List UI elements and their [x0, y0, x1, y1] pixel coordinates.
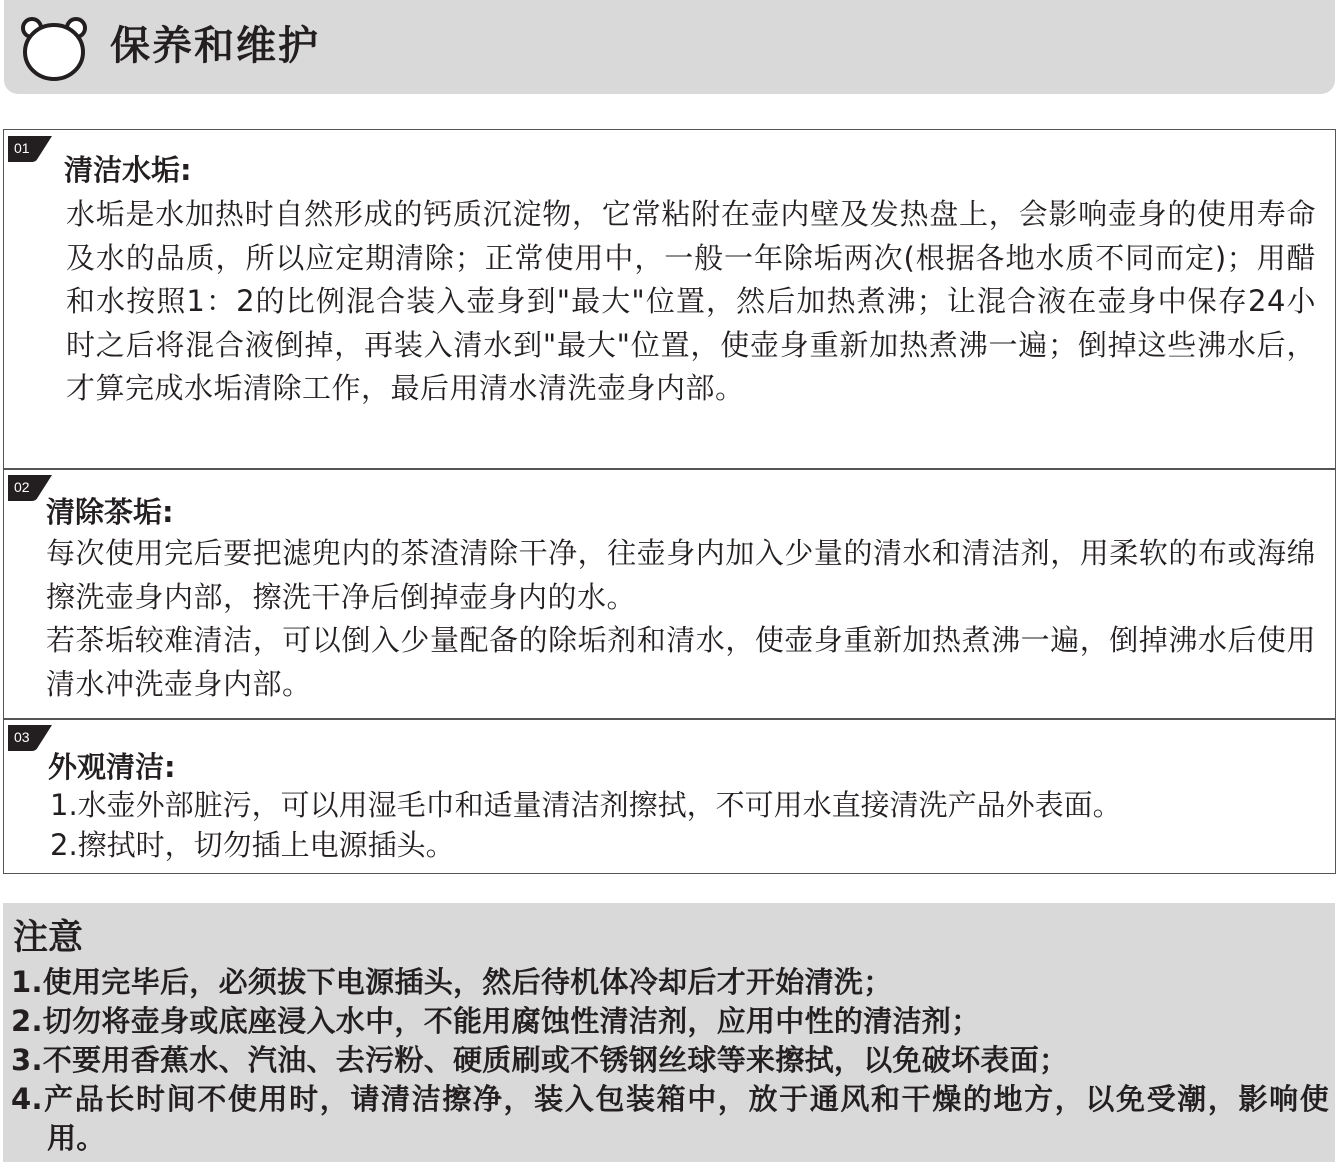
- section-paragraph: 1.水壶外部脏污，可以用湿毛巾和适量清洁剂擦拭，不可用水直接清洗产品外表面。: [50, 788, 1122, 822]
- section-heading: 清洁水垢:: [64, 153, 192, 187]
- bear-face-icon: [20, 14, 88, 82]
- section-number-badge: 01: [8, 136, 52, 164]
- notice-item: 2.切勿将壶身或底座浸入水中，不能用腐蚀性清洁剂，应用中性的清洁剂；: [11, 1004, 981, 1038]
- notice-item: 1.使用完毕后，必须拔下电源插头，然后待机体冷却后才开始清洗；: [11, 965, 893, 999]
- section-number-badge: 03: [8, 725, 52, 753]
- section-body: [46, 532, 1316, 706]
- section-body: [50, 785, 1320, 865]
- section-paragraph: 水垢是水加热时自然形成的钙质沉淀物，它常粘附在壶内壁及发热盘上，会影响壶身的使用寿命及水的品质，所以应定期清除；正常使用中，一般一年除垢两次(根据各地水质不同而定)；用醋和水按照1：2的比例混合装入壶身到"最大"位置，然后加热煮沸；让混合液在壶身中保存24小时之后将混合液倒掉，再装入清水到"最大"位置，使壶身重新加热煮沸一遍；倒掉这些沸水后，才算完成水垢清除工作，最后用清水清洗壶身内部。: [66, 197, 1316, 405]
- notice-title: 注意: [13, 918, 84, 958]
- section-paragraph: 每次使用完后要把滤兜内的茶渣清除干净，往壶身内加入少量的清水和清洁剂，用柔软的布或海绵擦洗壶身内部，擦洗干净后倒掉壶身内的水。: [46, 536, 1316, 614]
- section-paragraph: 2.擦拭时，切勿插上电源插头。: [50, 828, 455, 862]
- instruction-sections: [3, 129, 1336, 873]
- notice-list: [11, 963, 1329, 1158]
- section-descaling: [3, 129, 1336, 470]
- section-paragraph: 若茶垢较难清洁，可以倒入少量配备的除垢剂和清水，使壶身重新加热煮沸一遍，倒掉沸水后使用清水冲洗壶身内部。: [46, 623, 1316, 701]
- notice-item: 4.产品长时间不使用时，请清洁擦净，装入包装箱中，放于通风和干燥的地方，以免受潮，影响使用。: [11, 1082, 1329, 1155]
- section-tea-stain: [3, 468, 1336, 720]
- notice-item: 3.不要用香蕉水、汽油、去污粉、硬质刷或不锈钢丝球等来擦拭，以免破坏表面；: [11, 1043, 1069, 1077]
- header-bar: [4, 0, 1335, 94]
- notice-box: [3, 903, 1335, 1162]
- section-body: [66, 193, 1316, 411]
- page-title: 保养和维护: [110, 23, 320, 69]
- section-heading: 清除茶垢:: [46, 495, 174, 529]
- section-heading: 外观清洁:: [48, 750, 176, 784]
- section-number-badge: 02: [8, 475, 52, 503]
- section-exterior-cleaning: [3, 718, 1336, 874]
